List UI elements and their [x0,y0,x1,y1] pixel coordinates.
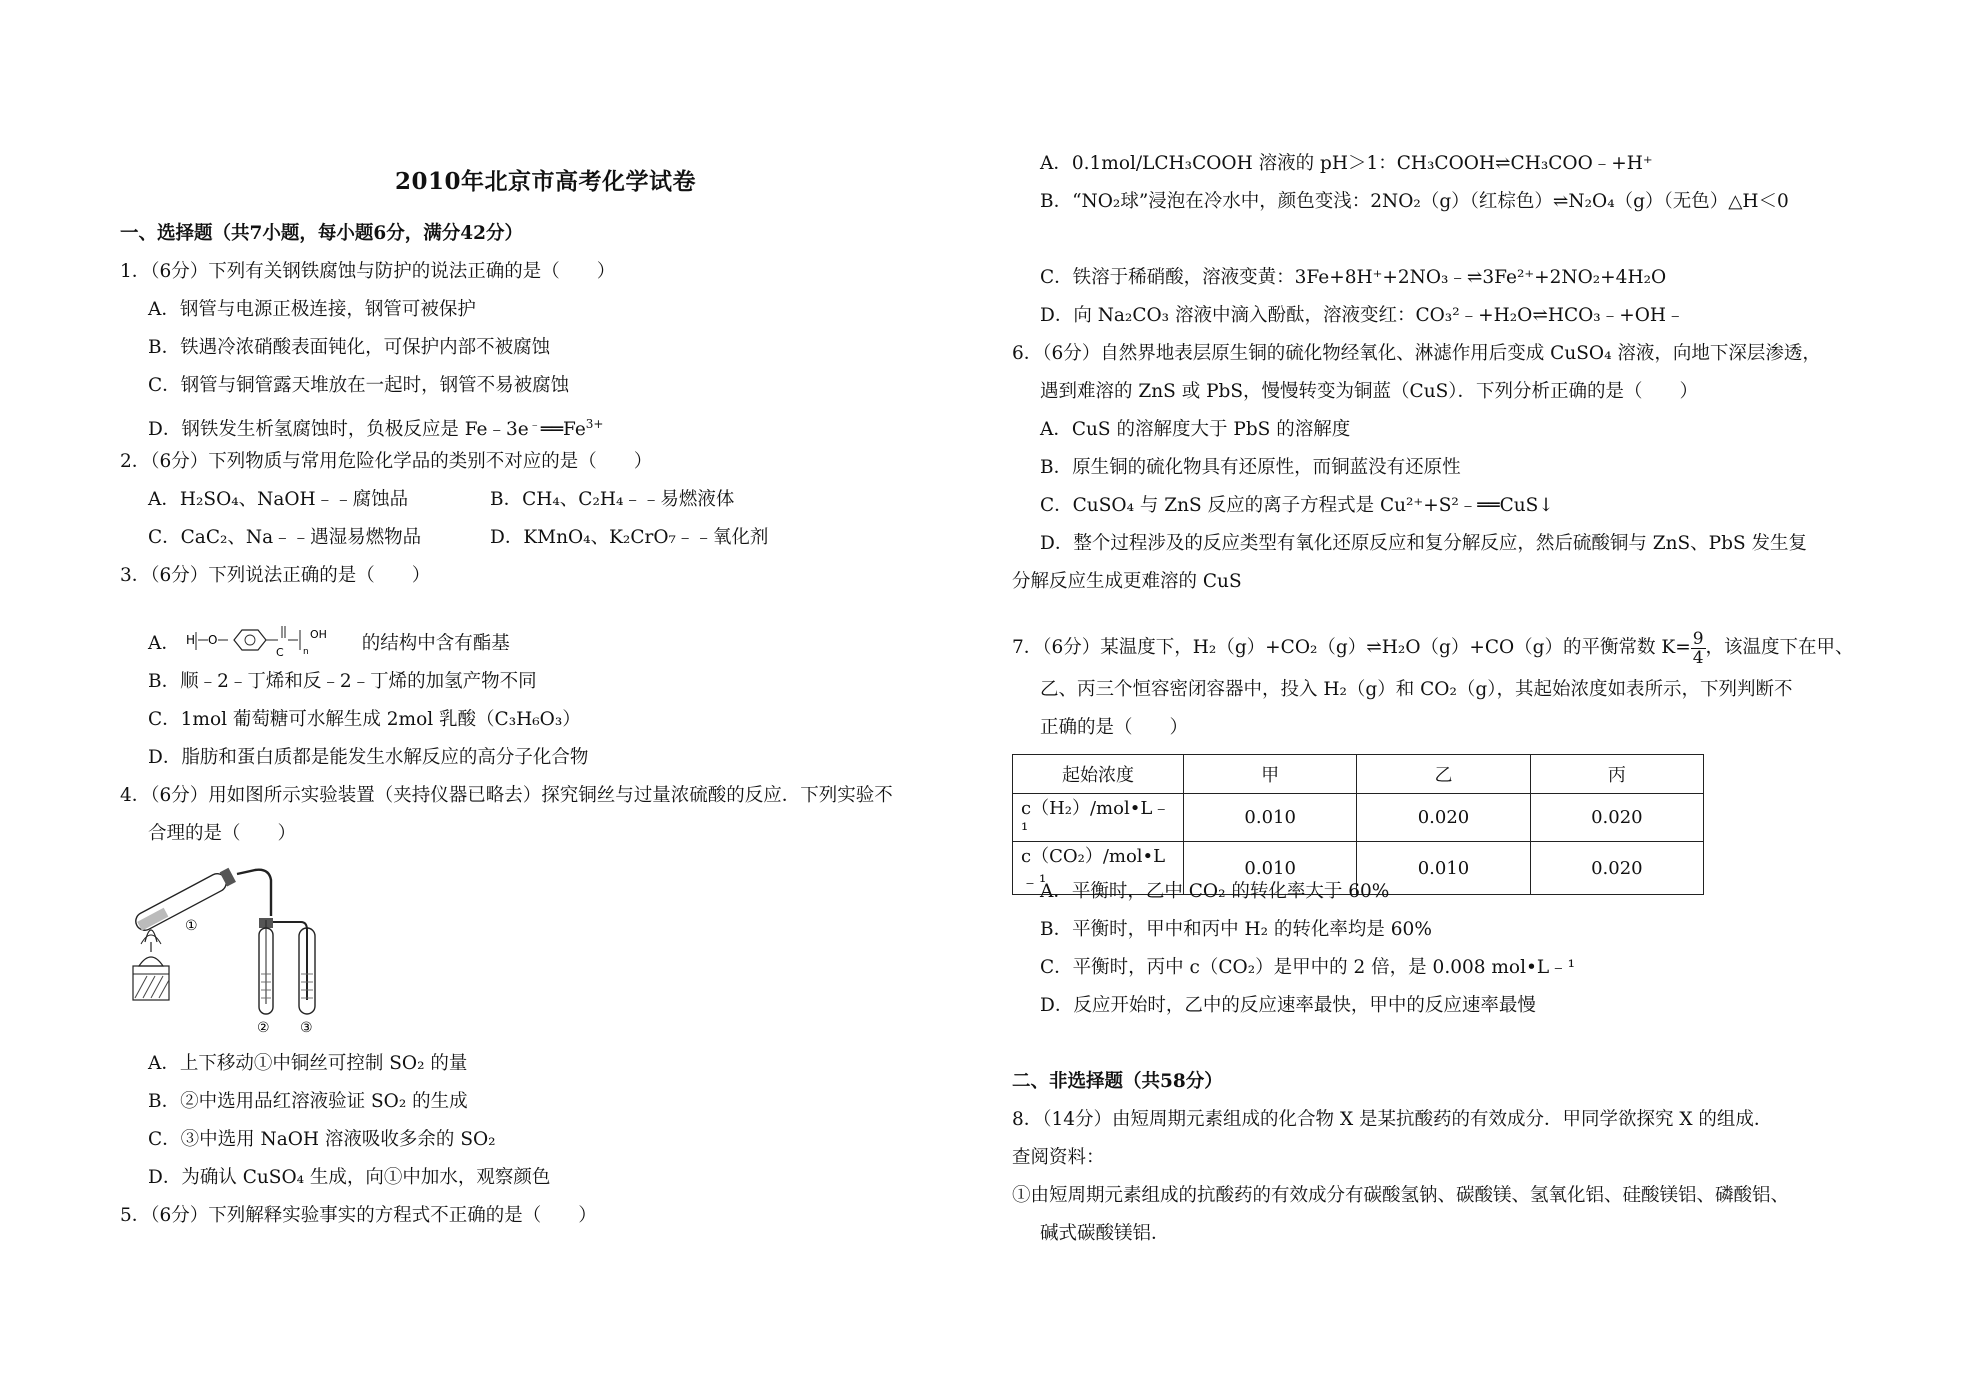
q8-item1-line2: 碱式碳酸镁铝． [1040,1223,1170,1244]
table-cell: 0.010 [1357,842,1530,895]
experiment-apparatus-diagram [125,856,355,1036]
q2-stem: 2．（6分）下列物质与常用危险化学品的类别不对应的是（ ） [120,451,653,472]
table-cell: 0.010 [1184,842,1357,895]
q2-option-d: D．KMnO₄、K₂CrO₇﹣﹣氧化剂 [490,527,769,548]
q2-option-b: B．CH₄、C₂H₄﹣﹣易燃液体 [490,489,735,510]
q5-option-a: A．0.1mol/LCH₃COOH 溶液的 pH＞1：CH₃COOH⇌CH₃COO﹣+H⁺ [1040,153,1653,174]
label-1: ① [185,918,198,934]
table-cell: 0.010 [1184,794,1357,842]
equilibrium-constant-fraction: $\frac{9}{4}$ [1692,628,1704,668]
polyester-structure-formula [186,622,362,666]
q6-option-b: B．原生铜的硫化物具有还原性，而铜蓝没有还原性 [1040,457,1461,478]
q3-option-a: A． H O C n OH 的结构中含有酯基 [148,622,510,666]
q4-stem-line1: 4．（6分）用如图所示实验装置（夹持仪器已略去）探究铜丝与过量浓硫酸的反应．下列实验不 [120,785,893,806]
q5-option-b: B．“NO₂球”浸泡在冷水中，颜色变浅：2NO₂（g）（红棕色）⇌N₂O₄（g）（无色）△H＜0 [1040,191,1789,212]
q6-option-d-line2: 分解反应生成更难溶的 CuS [1012,571,1242,592]
q6-option-c: C．CuSO₄ 与 ZnS 反应的离子方程式是 Cu²⁺+S²﹣══CuS↓ [1040,495,1554,516]
q3-option-b: B．顺﹣2﹣丁烯和反﹣2﹣丁烯的加氢产物不同 [148,671,537,692]
q2-option-c: C．CaC₂、Na﹣﹣遇湿易燃物品 [148,527,422,548]
svg-text:OH: OH [309,628,327,641]
q1-option-b: B．铁遇冷浓硝酸表面钝化，可保护内部不被腐蚀 [148,337,551,358]
q4-option-a: A．上下移动①中铜丝可控制 SO₂ 的量 [148,1053,468,1074]
table-cell: 0.020 [1357,794,1530,842]
section-heading-choice: 一、选择题（共7小题，每小题6分，满分42分） [120,223,523,244]
table-cell: 0.020 [1530,794,1703,842]
q4-option-b: B．②中选用品红溶液验证 SO₂ 的生成 [148,1091,468,1112]
q6-stem-line2: 遇到难溶的 ZnS 或 PbS，慢慢转变为铜蓝（CuS）．下列分析正确的是（ ） [1040,381,1699,402]
q2-option-a: A．H₂SO₄、NaOH﹣﹣腐蚀品 [148,489,409,510]
q6-stem-line1: 6．（6分）自然界地表层原生铜的硫化物经氧化、淋滤作用后变成 CuSO₄ 溶液，向地下深层渗透， [1012,343,1821,364]
svg-text:O: O [207,633,218,647]
table-header-cell: 起始浓度 [1013,755,1184,794]
q6-option-d-line1: D．整个过程涉及的反应类型有氧化还原反应和复分解反应，然后硫酸铜与 ZnS、PbS 发生复 [1040,533,1808,554]
q4-option-d: D．为确认 CuSO₄ 生成，向①中加水，观察颜色 [148,1167,551,1188]
q7-stem-line2: 乙、丙三个恒容密闭容器中，投入 H₂（g）和 CO₂（g），其起始浓度如表所示，下列判断不 [1040,679,1793,700]
q7-option-b: B．平衡时，甲中和丙中 H₂ 的转化率均是 60% [1040,919,1432,940]
q7-option-d: D．反应开始时，乙中的反应速率最快，甲中的反应速率最慢 [1040,995,1536,1016]
table-header-cell: 乙 [1357,755,1530,794]
table-header-cell: 甲 [1184,755,1357,794]
label-2: ② [257,1020,270,1036]
q5-option-d: D．向 Na₂CO₃ 溶液中滴入酚酞，溶液变红：CO₃²﹣+H₂O⇌HCO₃﹣+OH﹣ [1040,305,1685,326]
table-cell: c（H₂）/mol•L﹣¹ [1013,794,1184,842]
q7-stem-line3: 正确的是（ ） [1040,717,1189,738]
q8-stem: 8．（14分）由短周期元素组成的化合物 X 是某抗酸药的有效成分．甲同学欲探究 X 的组成． [1012,1109,1773,1130]
svg-text:n: n [302,647,309,657]
table-row [1013,794,1704,842]
q3-option-c: C．1mol 葡萄糖可水解生成 2mol 乳酸（C₃H₆O₃） [148,709,581,730]
q7-option-c: C．平衡时，丙中 c（CO₂）是甲中的 2 倍，是 0.008 mol•L﹣¹ [1040,957,1576,978]
label-3: ③ [300,1020,313,1036]
table-header-cell: 丙 [1530,755,1703,794]
initial-concentration-table [1012,754,1704,895]
q8-reference-label: 查阅资料： [1012,1147,1105,1168]
svg-text:H: H [185,633,195,647]
svg-text:C: C [275,646,284,659]
q4-stem-line2: 合理的是（ ） [148,823,297,844]
q1-option-d: D．钢铁发生析氢腐蚀时，负极反应是 $Fe﹣3e^﹣══Fe^{3+}$ [148,417,604,441]
q5-stem: 5．（6分）下列解释实验事实的方程式不正确的是（ ） [120,1205,597,1226]
page-title: 2010年北京市高考化学试卷 [395,168,697,195]
q7-stem-line1: 7．（6分）某温度下，H₂（g）+CO₂（g）⇌H₂O（g）+CO（g）的平衡常数 K= $\frac{9}{4}$ ，该温度下在甲、 [1012,628,1854,668]
section-heading-nonchoice: 二、非选择题（共58分） [1012,1071,1223,1092]
q3-option-d: D．脂肪和蛋白质都是能发生水解反应的高分子化合物 [148,747,589,768]
q1-option-a: A．钢管与电源正极连接，钢管可被保护 [148,299,476,320]
q7-option-a: A．平衡时，乙中 CO₂ 的转化率大于 60% [1040,881,1390,902]
q6-option-a: A．CuS 的溶解度大于 PbS 的溶解度 [1040,419,1351,440]
table-header-row [1013,755,1704,794]
table-cell: 0.020 [1530,842,1703,895]
q5-option-c: C．铁溶于稀硝酸，溶液变黄：3Fe+8H⁺+2NO₃﹣⇌3Fe²⁺+2NO₂+4H₂O [1040,267,1667,288]
q3-stem: 3．（6分）下列说法正确的是（ ） [120,565,431,586]
q4-option-c: C．③中选用 NaOH 溶液吸收多余的 SO₂ [148,1129,496,1150]
table-cell: c（CO₂）/mol•L﹣¹ [1013,842,1184,895]
q8-item1-line1: ①由短周期元素组成的抗酸药的有效成分有碳酸氢钠、碳酸镁、氢氧化铝、硅酸镁铝、磷酸铝、 [1012,1185,1790,1206]
q1-option-c: C．钢管与铜管露天堆放在一起时，钢管不易被腐蚀 [148,375,570,396]
q1-stem: 1．（6分）下列有关钢铁腐蚀与防护的说法正确的是（ ） [120,261,616,282]
